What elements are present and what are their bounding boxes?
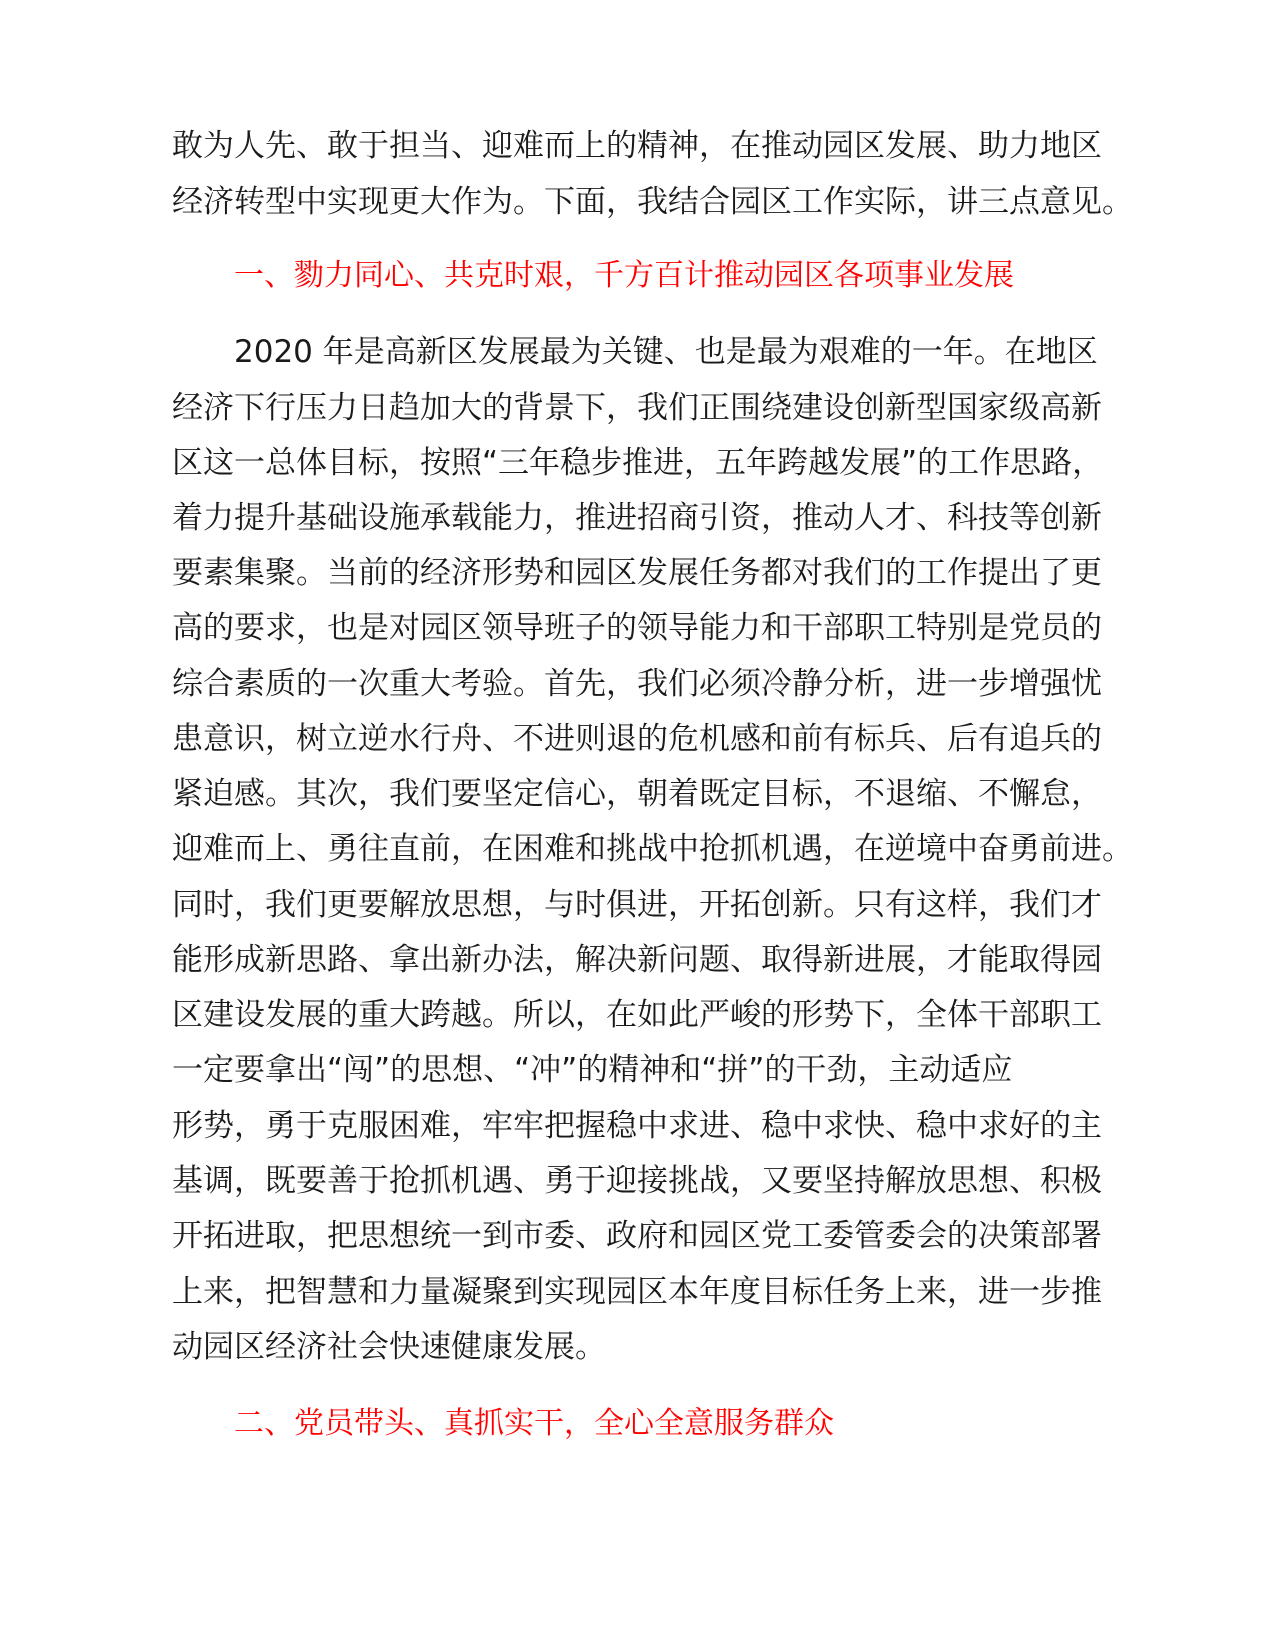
paragraph-1-line-17: 开拓进取，把思想统一到市委、政府和园区党工委管委会的决策部署 [172,1218,1102,1254]
paragraph-1-line-9: 紧迫感。其次，我们要坚定信心，朝着既定目标，不退缩、不懈怠， [172,776,1102,812]
paragraph-1-line-16: 基调，既要善于抢抓机遇、勇于迎接挑战，又要坚持解放思想、积极 [172,1163,1102,1199]
paragraph-1-line-14: 一定要拿出“闯”的思想、“冲”的精神和“拼”的干劲，主动适应 [172,1052,1013,1088]
intro-line-2: 经济转型中实现更大作为。下面，我结合园区工作实际，讲三点意见。 [172,184,1133,220]
paragraph-1-line-6: 高的要求，也是对园区领导班子的领导能力和干部职工特别是党员的 [172,610,1102,646]
paragraph-1-line-1: 2020 年是高新区发展最为关键、也是最为艰难的一年。在地区 [234,334,1098,370]
section-heading-1: 一、勠力同心、共克时艰，千方百计推动园区各项事业发展 [234,258,1014,293]
paragraph-1-line-12: 能形成新思路、拿出新办法，解决新问题、取得新进展，才能取得园 [172,942,1102,978]
paragraph-1-line-2: 经济下行压力日趋加大的背景下，我们正围绕建设创新型国家级高新 [172,390,1102,426]
paragraph-1-line-19: 动园区经济社会快速健康发展。 [172,1329,606,1365]
paragraph-1-line-8: 患意识，树立逆水行舟、不进则退的危机感和前有标兵、后有追兵的 [172,721,1102,757]
paragraph-1-line-5: 要素集聚。当前的经济形势和园区发展任务都对我们的工作提出了更 [172,555,1102,591]
paragraph-1-line-15: 形势，勇于克服困难，牢牢把握稳中求进、稳中求快、稳中求好的主 [172,1108,1102,1144]
paragraph-1-line-18: 上来，把智慧和力量凝聚到实现园区本年度目标任务上来，进一步推 [172,1274,1102,1310]
paragraph-1-line-13: 区建设发展的重大跨越。所以，在如此严峻的形势下，全体干部职工 [172,997,1102,1033]
paragraph-1-line-3: 区这一总体目标，按照“三年稳步推进，五年跨越发展”的工作思路， [172,445,1104,481]
paragraph-1-line-10: 迎难而上、勇往直前，在困难和挑战中抢抓机遇，在逆境中奋勇前进。 [172,831,1133,867]
paragraph-1-line-4: 着力提升基础设施承载能力，推进招商引资，推动人才、科技等创新 [172,500,1102,536]
paragraph-1-line-7: 综合素质的一次重大考验。首先，我们必须冷静分析，进一步增强忧 [172,666,1102,702]
intro-line-1: 敢为人先、敢于担当、迎难而上的精神，在推动园区发展、助力地区 [172,128,1102,164]
section-heading-2: 二、党员带头、真抓实干，全心全意服务群众 [234,1406,834,1441]
paragraph-1-line-11: 同时，我们更要解放思想，与时俱进，开拓创新。只有这样，我们才 [172,887,1102,923]
